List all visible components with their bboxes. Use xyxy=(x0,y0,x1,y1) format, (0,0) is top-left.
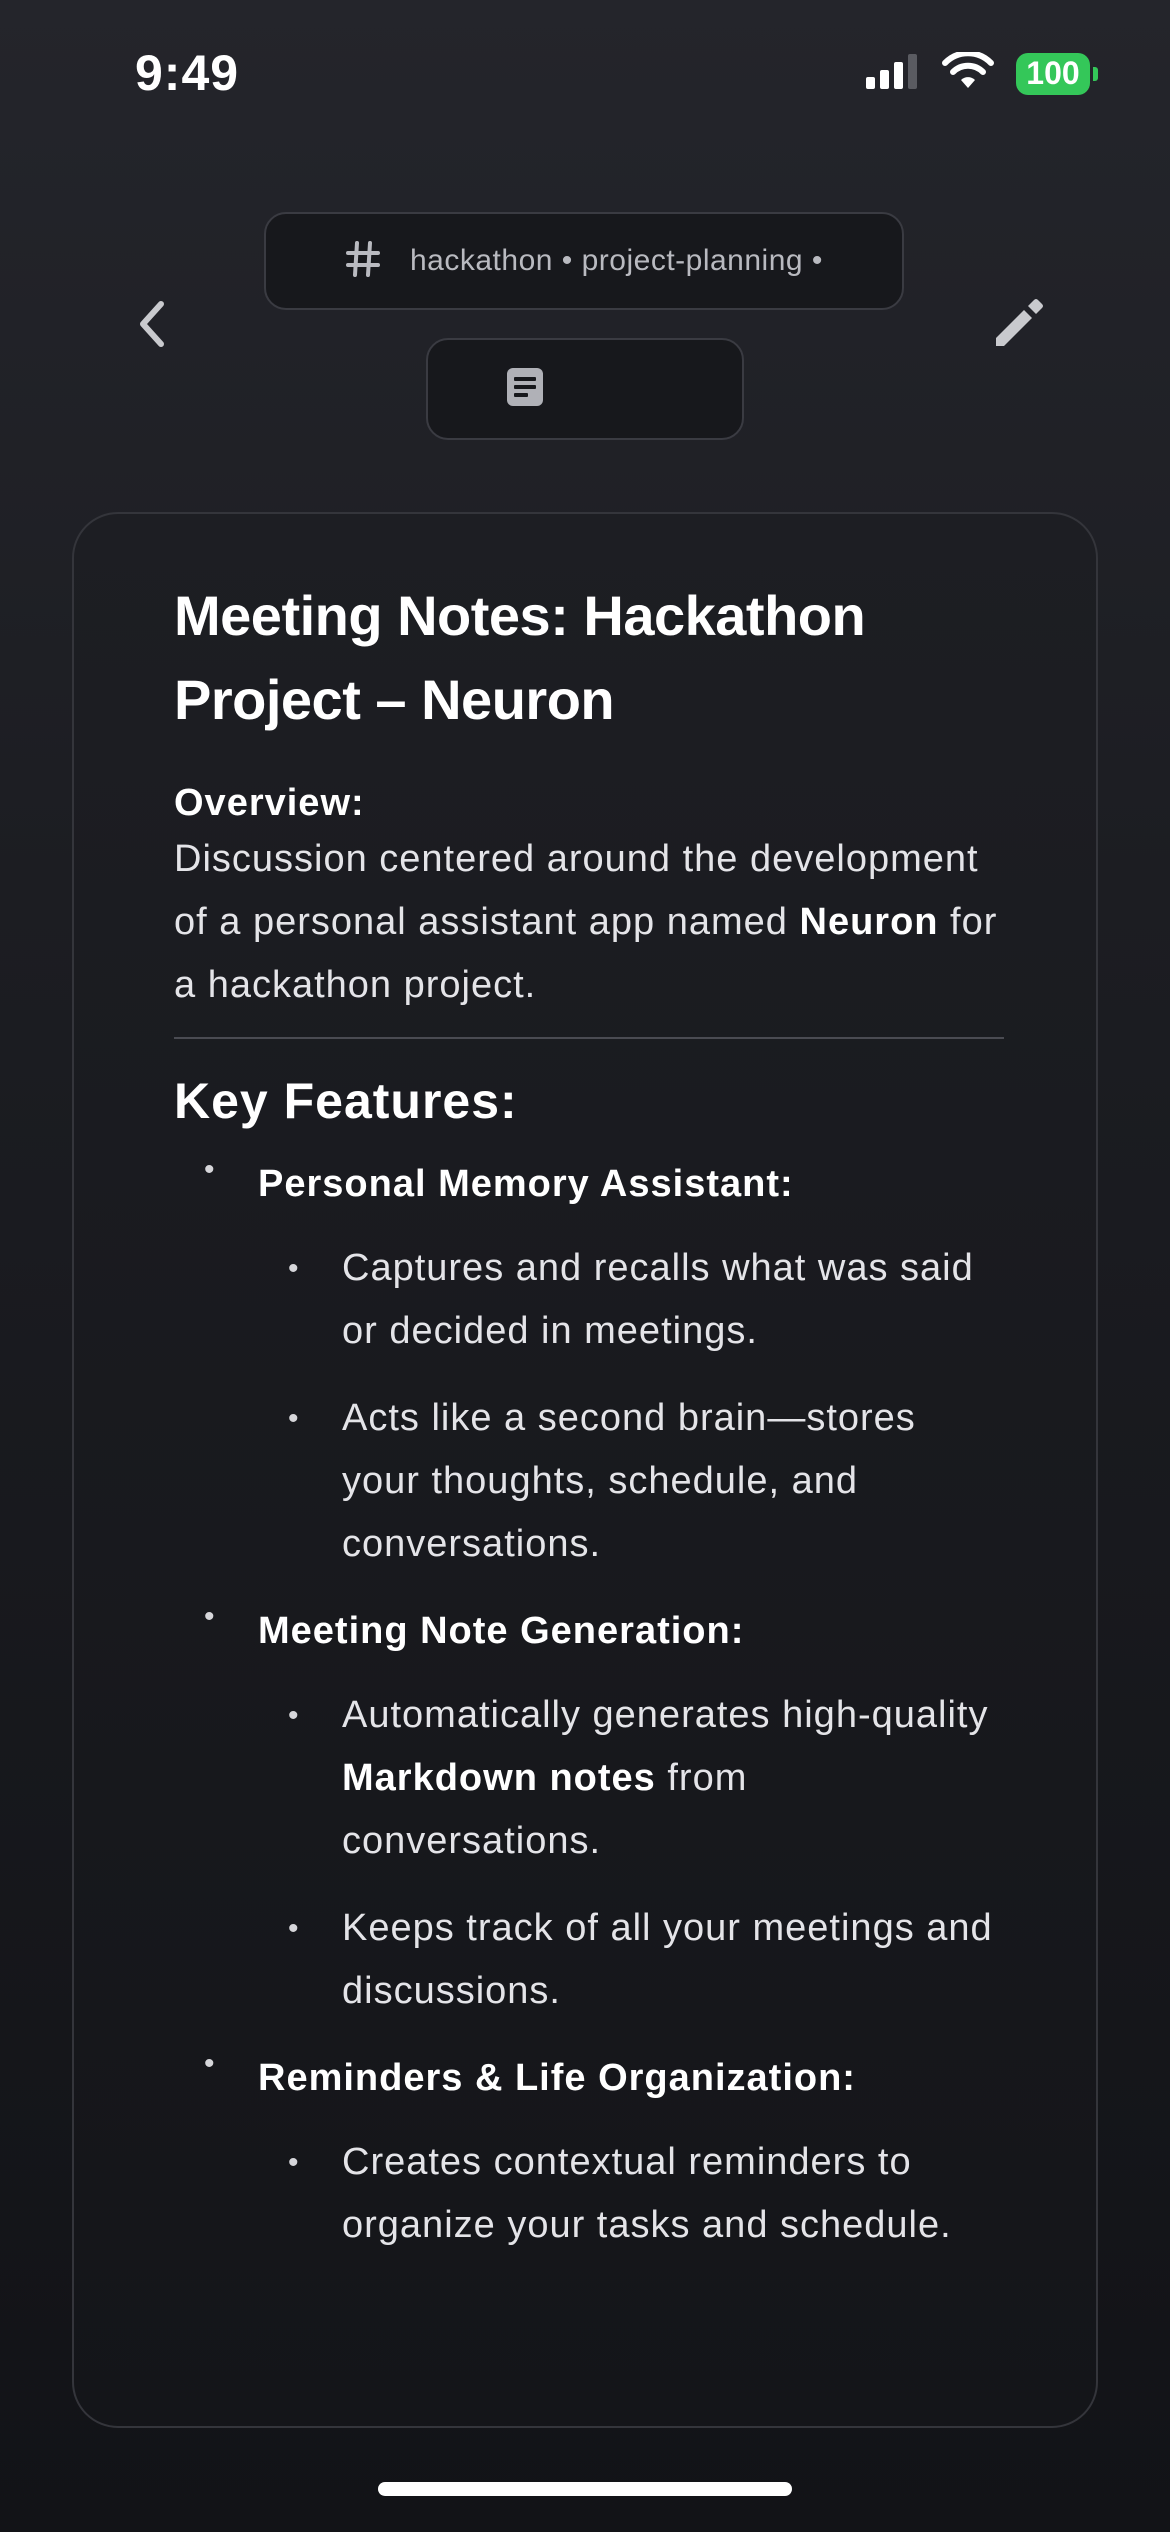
overview-text-before: Discussion centered around the development of a personal assistant app named xyxy=(174,838,979,943)
note-card[interactable] xyxy=(72,512,1098,2428)
list-item xyxy=(258,1387,1004,1576)
list-item xyxy=(258,1897,1004,2023)
list-item-text: Acts like a second brain—stores your thoughts, schedule, and conversations. xyxy=(342,1397,916,1565)
feature-title: Reminders & Life Organization: xyxy=(258,2057,856,2099)
feature-title: Meeting Note Generation: xyxy=(258,1610,745,1652)
bullet-icon: • xyxy=(288,1912,300,1945)
bullet-icon: • xyxy=(204,2047,215,2080)
pencil-icon xyxy=(990,296,1046,357)
feature-sublist xyxy=(258,1684,1004,2023)
list-item xyxy=(258,1684,1004,1873)
bullet-icon: • xyxy=(204,1600,215,1633)
overview-text-after: for a hackathon project. xyxy=(174,901,998,1006)
list-item-text-after: from conversations. xyxy=(342,1757,748,1862)
back-button[interactable] xyxy=(122,296,182,356)
key-features-heading: Key Features: xyxy=(174,1073,518,1129)
list-item-text: Keeps track of all your meetings and discussions. xyxy=(342,1907,993,2012)
bullet-icon: • xyxy=(288,1402,300,1435)
feature-sublist xyxy=(258,2131,1004,2257)
feature-title: Personal Memory Assistant: xyxy=(258,1163,794,1205)
overview-label: Overview: xyxy=(174,782,365,824)
overview-text xyxy=(174,828,1004,1017)
list-item-bold: Markdown notes xyxy=(342,1757,656,1799)
document-icon xyxy=(506,367,544,412)
feature-sublist xyxy=(258,1237,1004,1576)
overview-text-bold: Neuron xyxy=(799,901,939,943)
list-item-text: Creates contextual reminders to organize your tasks and schedule. xyxy=(342,2141,952,2246)
bullet-icon: • xyxy=(204,1153,215,1186)
edit-button[interactable] xyxy=(986,294,1050,358)
list-item xyxy=(174,1153,1004,1576)
note-title: Meeting Notes: Hackathon Project – Neuron xyxy=(174,584,866,731)
battery-icon: 100 xyxy=(1016,53,1090,95)
bullet-icon: • xyxy=(288,1252,300,1285)
list-item xyxy=(174,1600,1004,2023)
chevron-left-icon xyxy=(137,300,167,353)
list-item xyxy=(258,2131,1004,2257)
tags-button[interactable] xyxy=(264,212,904,310)
list-item xyxy=(174,2047,1004,2257)
status-time: 9:49 xyxy=(135,45,240,101)
home-indicator[interactable] xyxy=(378,2482,792,2496)
tags-text: hackathon • project-planning • xyxy=(410,244,823,277)
list-item xyxy=(258,1237,1004,1363)
note-content xyxy=(174,574,1004,2281)
wifi-icon xyxy=(942,52,994,95)
bullet-icon: • xyxy=(288,1699,300,1732)
document-button[interactable] xyxy=(426,338,744,440)
hashtag-icon xyxy=(346,241,380,282)
bullet-icon: • xyxy=(288,2146,300,2179)
divider xyxy=(174,1037,1004,1039)
list-item-text: Captures and recalls what was said or decided in meetings. xyxy=(342,1247,974,1352)
cellular-signal-icon xyxy=(866,53,920,94)
status-icons xyxy=(866,52,1090,95)
features-list xyxy=(174,1153,1004,2257)
list-item-text: Automatically generates high-quality xyxy=(342,1694,989,1736)
